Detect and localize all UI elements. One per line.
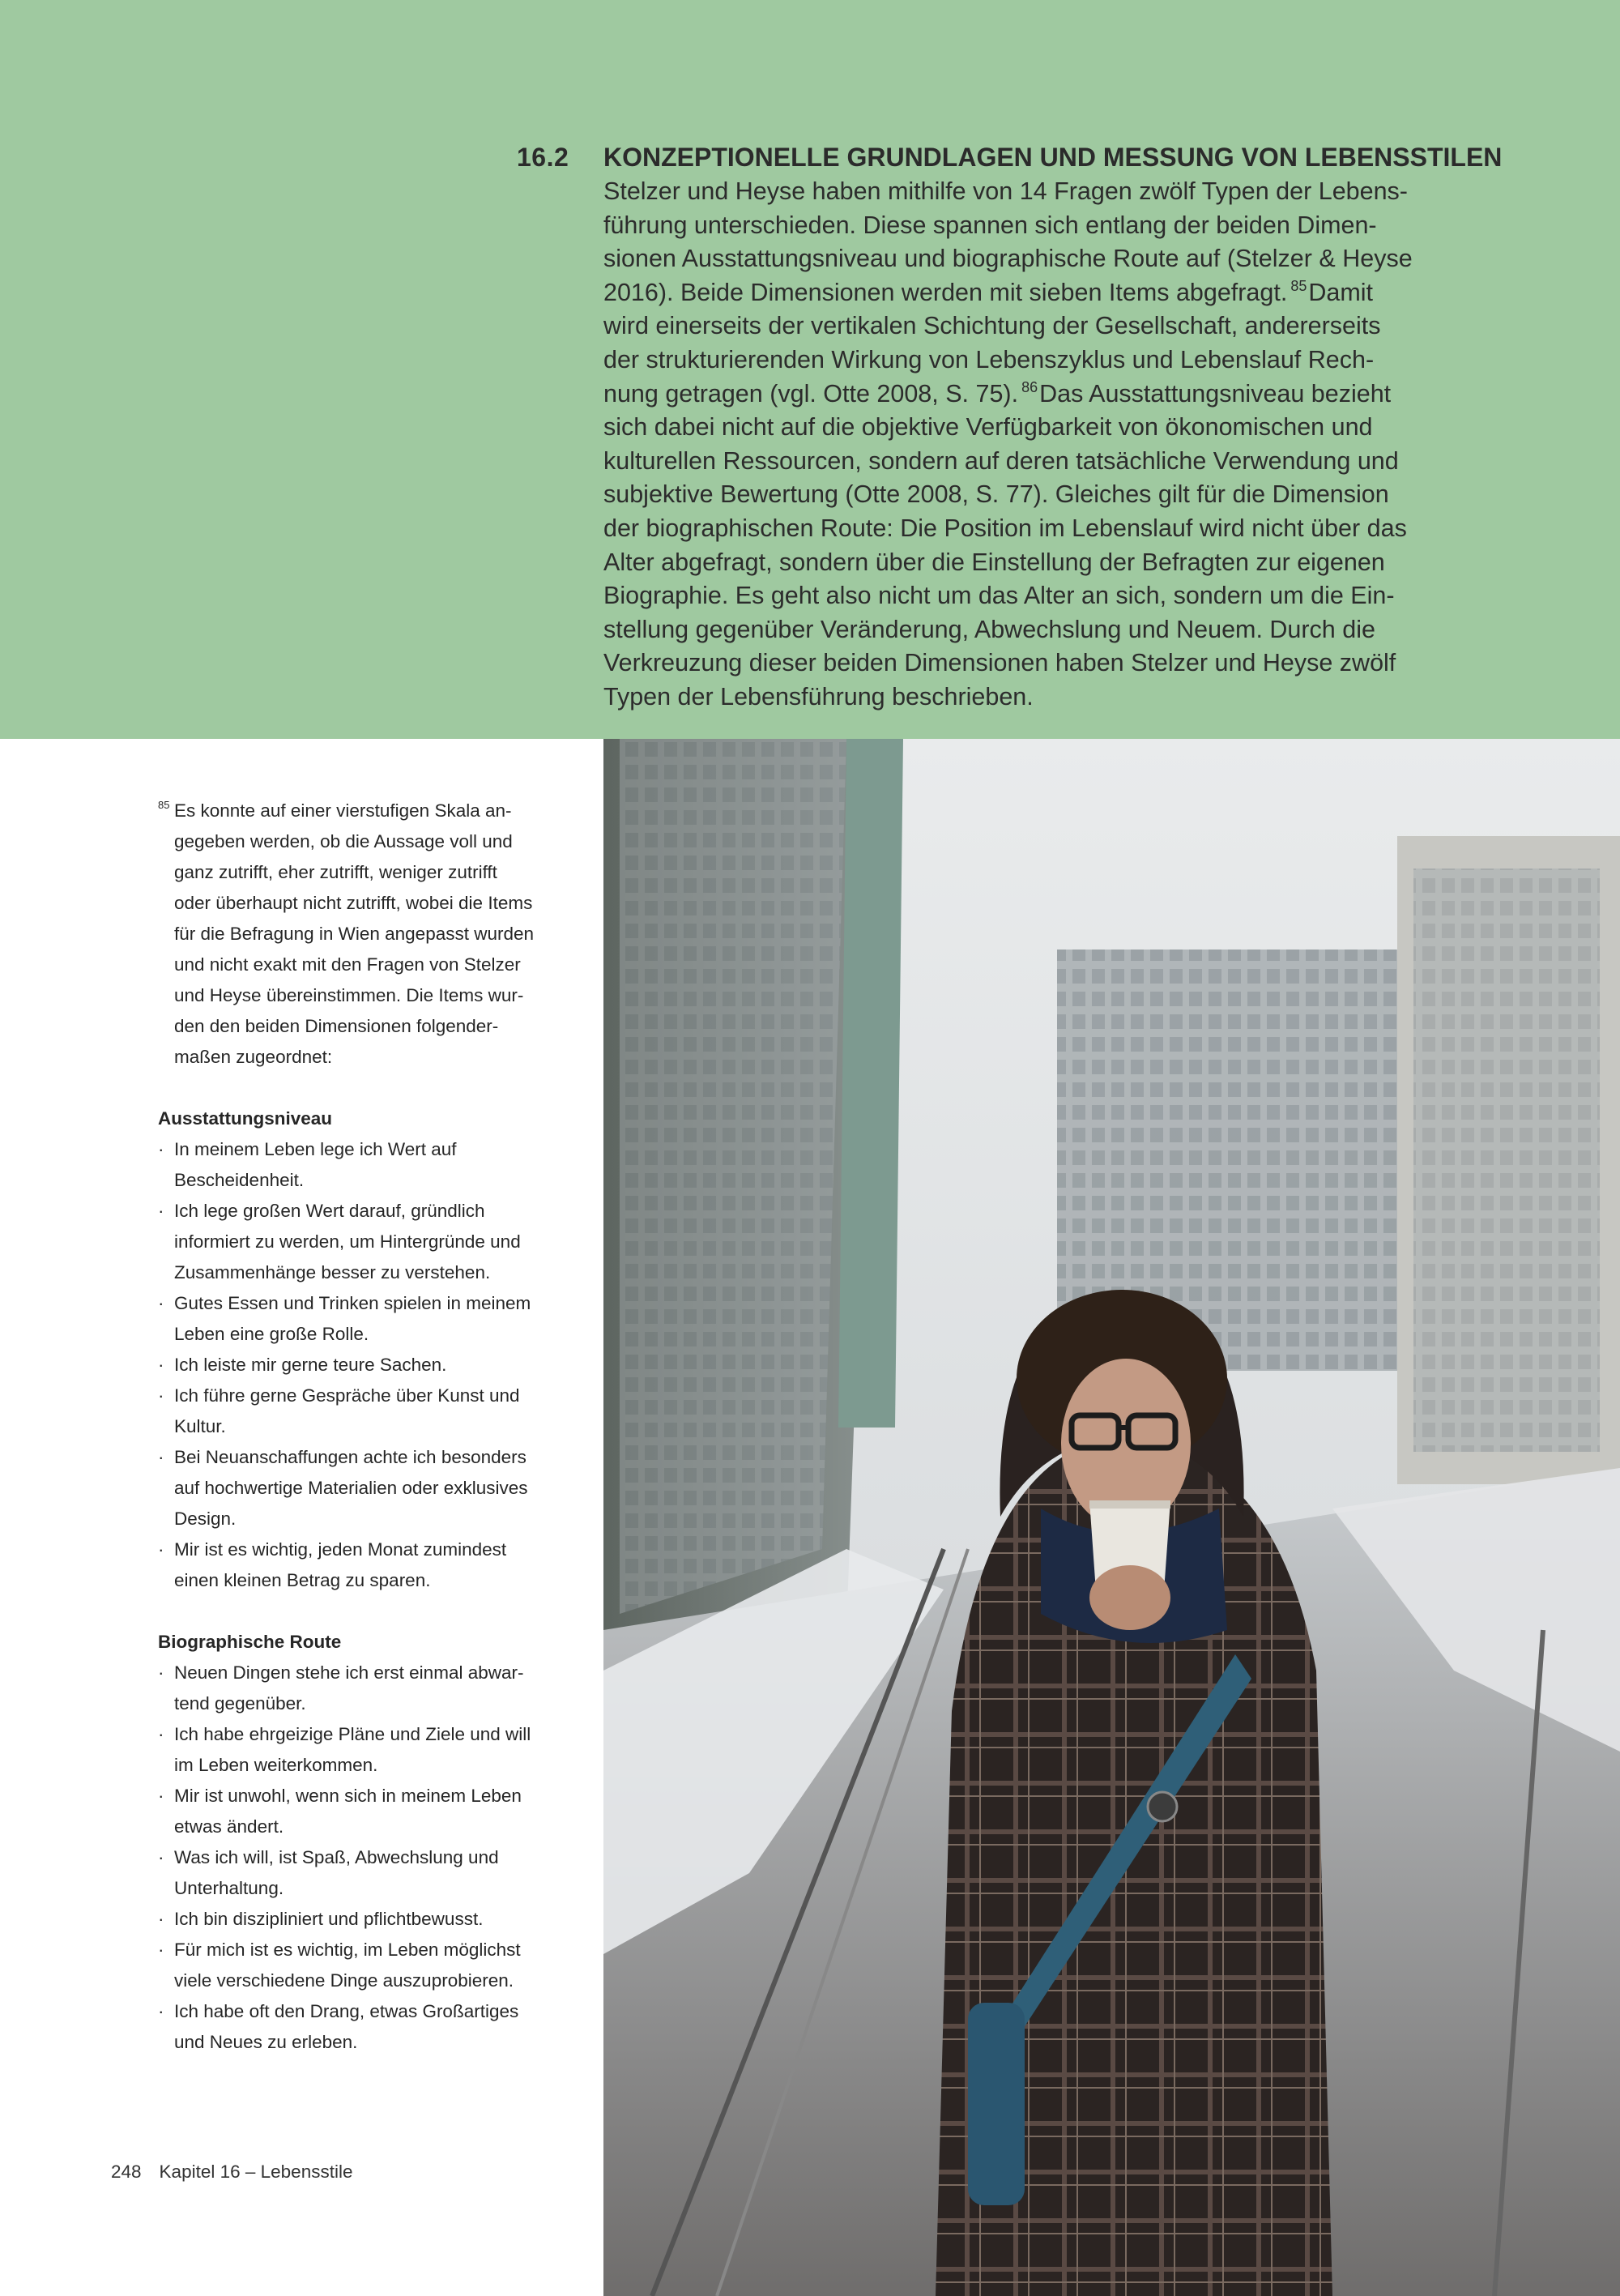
chapter-label: Kapitel 16 – Lebensstile: [159, 2162, 353, 2182]
list-item-line: · Ich führe gerne Gespräche über Kunst und: [174, 1385, 520, 1406]
list-item-line: · Ich leiste mir gerne teure Sachen.: [174, 1355, 447, 1375]
list-item: [158, 1658, 539, 1719]
body-line: sionen Ausstattungsniveau und biographische Route auf (Stelzer & Heyse: [603, 245, 1413, 273]
list-item-line: · Was ich will, ist Spaß, Abwechslung und: [174, 1847, 499, 1867]
list-item-line: Design.: [174, 1509, 237, 1529]
list-item: [158, 1842, 539, 1904]
footnote-line: gegeben werden, ob die Aussage voll und: [174, 831, 513, 851]
footnote-line: ganz zutrifft, eher zutrifft, weniger zutrifft: [174, 862, 497, 882]
footnote-ref-85[interactable]: 85: [1290, 277, 1307, 294]
photo-woman-winter-street: [603, 739, 1620, 2296]
body-paragraph: [603, 175, 1535, 715]
section-number: 16.2: [517, 143, 569, 172]
page-number: 248: [111, 2162, 142, 2182]
list-item: [158, 1381, 539, 1442]
body-line: der strukturierenden Wirkung von Lebenszyklus und Lebenslauf Rech-: [603, 345, 1375, 373]
footnote-line: Es konnte auf einer vierstufigen Skala an-: [174, 800, 512, 821]
list-item-line: einen kleinen Betrag zu sparen.: [174, 1570, 431, 1590]
list-heading-biographische-route: Biographische Route: [158, 1632, 342, 1652]
list-ausstattungsniveau: [158, 1134, 539, 1596]
footnote-line: und Heyse übereinstimmen. Die Items wur-: [174, 985, 524, 1005]
list-item-line: · Ich habe oft den Drang, etwas Großartiges: [174, 2001, 519, 2021]
list-item-line: Bescheidenheit.: [174, 1170, 305, 1190]
list-item: [158, 1288, 539, 1350]
list-item-line: · Gutes Essen und Trinken spielen in meinem: [174, 1293, 531, 1313]
body-line: Verkreuzung dieser beiden Dimensionen haben Stelzer und Heyse zwölf: [603, 649, 1396, 677]
list-item: [158, 1904, 539, 1935]
list-item-line: Zusammenhänge besser zu verstehen.: [174, 1262, 491, 1282]
body-line-with-footnote: [603, 276, 1535, 310]
list-item-line: informiert zu werden, um Hintergründe und: [174, 1231, 521, 1252]
list-item-line: · Für mich ist es wichtig, im Leben möglichst: [174, 1940, 521, 1960]
section-title: KONZEPTIONELLE GRUNDLAGEN UND MESSUNG VON LEBENSSTILEN: [603, 143, 1503, 172]
list-item-line: Leben eine große Rolle.: [174, 1324, 369, 1344]
body-line-text: 2016). Beide Dimensionen werden mit sieben Items abgefragt.: [603, 278, 1288, 306]
footnote-line: den den beiden Dimensionen folgender-: [174, 1016, 499, 1036]
list-item-line: · Ich lege großen Wert darauf, gründlich: [174, 1201, 485, 1221]
body-line: Biographie. Es geht also nicht um das Alter an sich, sondern um die Ein-: [603, 582, 1395, 610]
body-line: führung unterschieden. Diese spannen sich entlang der beiden Dimen-: [603, 211, 1377, 239]
footnote-line: für die Befragung in Wien angepasst wurden: [174, 924, 535, 944]
list-item-line: Unterhaltung.: [174, 1878, 284, 1898]
list-biographische-route: [158, 1658, 539, 2058]
body-line: kulturellen Ressourcen, sondern auf deren tatsächliche Verwendung und: [603, 446, 1399, 475]
body-line-text: nung getragen (vgl. Otte 2008, S. 75).: [603, 379, 1019, 408]
list-item-line: tend gegenüber.: [174, 1693, 306, 1713]
list-item-line: · Bei Neuanschaffungen achte ich besonders: [174, 1447, 526, 1467]
footnote-line: oder überhaupt nicht zutrifft, wobei die Items: [174, 893, 533, 913]
body-line: Typen der Lebensführung beschrieben.: [603, 682, 1034, 711]
list-item: [158, 1350, 539, 1381]
body-line: Stelzer und Heyse haben mithilfe von 14 Fragen zwölf Typen der Lebens-: [603, 177, 1408, 205]
body-line: sich dabei nicht auf die objektive Verfügbarkeit von ökonomischen und: [603, 413, 1373, 442]
list-item-line: etwas ändert.: [174, 1816, 284, 1837]
body-line: der biographischen Route: Die Position im Lebenslauf wird nicht über das: [603, 514, 1407, 542]
footnote-line: und nicht exakt mit den Fragen von Stelzer: [174, 954, 521, 975]
list-item-line: viele verschiedene Dinge auszuprobieren.: [174, 1970, 514, 1991]
page-footer: [111, 2162, 352, 2183]
list-item-line: · Ich bin diszipliniert und pflichtbewusst.: [174, 1909, 484, 1929]
list-item: [158, 1719, 539, 1781]
list-item: [158, 1996, 539, 2058]
list-item-line: und Neues zu erleben.: [174, 2032, 358, 2052]
list-item-line: · Neuen Dingen stehe ich erst einmal abwar-: [174, 1662, 524, 1683]
footnote-ref-86[interactable]: 86: [1021, 378, 1038, 395]
list-item-line: · Mir ist unwohl, wenn sich in meinem Leben: [174, 1786, 522, 1806]
list-item-line: im Leben weiterkommen.: [174, 1755, 378, 1775]
footnote-number: 85: [158, 799, 170, 811]
body-line-tail: Das Ausstattungsniveau bezieht: [1039, 379, 1392, 408]
list-item-line: · Mir ist es wichtig, jeden Monat zumindest: [174, 1539, 507, 1560]
footnote-line: maßen zugeordnet:: [174, 1047, 333, 1067]
footnote-85: [158, 796, 539, 1073]
body-line: stellung gegenüber Veränderung, Abwechslung und Neuem. Durch die: [603, 615, 1375, 643]
body-line: Alter abgefragt, sondern über die Einstellung der Befragten zur eigenen: [603, 548, 1385, 576]
list-item-line: Kultur.: [174, 1416, 226, 1436]
list-item: [158, 1196, 539, 1288]
body-line: wird einerseits der vertikalen Schichtung der Gesellschaft, andererseits: [603, 312, 1381, 340]
sidebar-notes: [158, 796, 539, 2058]
list-item-line: · In meinem Leben lege ich Wert auf: [174, 1139, 457, 1159]
list-item-line: auf hochwertige Materialien oder exklusives: [174, 1478, 528, 1498]
list-item: [158, 1935, 539, 1996]
list-item: [158, 1442, 539, 1534]
list-item: [158, 1534, 539, 1596]
list-heading-ausstattungsniveau: Ausstattungsniveau: [158, 1108, 333, 1129]
list-item: [158, 1134, 539, 1196]
body-line-tail: Damit: [1308, 278, 1373, 306]
list-item: [158, 1781, 539, 1842]
body-line-with-footnote: [603, 378, 1535, 412]
list-item-line: · Ich habe ehrgeizige Pläne und Ziele und will: [174, 1724, 531, 1744]
body-line: subjektive Bewertung (Otte 2008, S. 77). Gleiches gilt für die Dimension: [603, 480, 1389, 509]
